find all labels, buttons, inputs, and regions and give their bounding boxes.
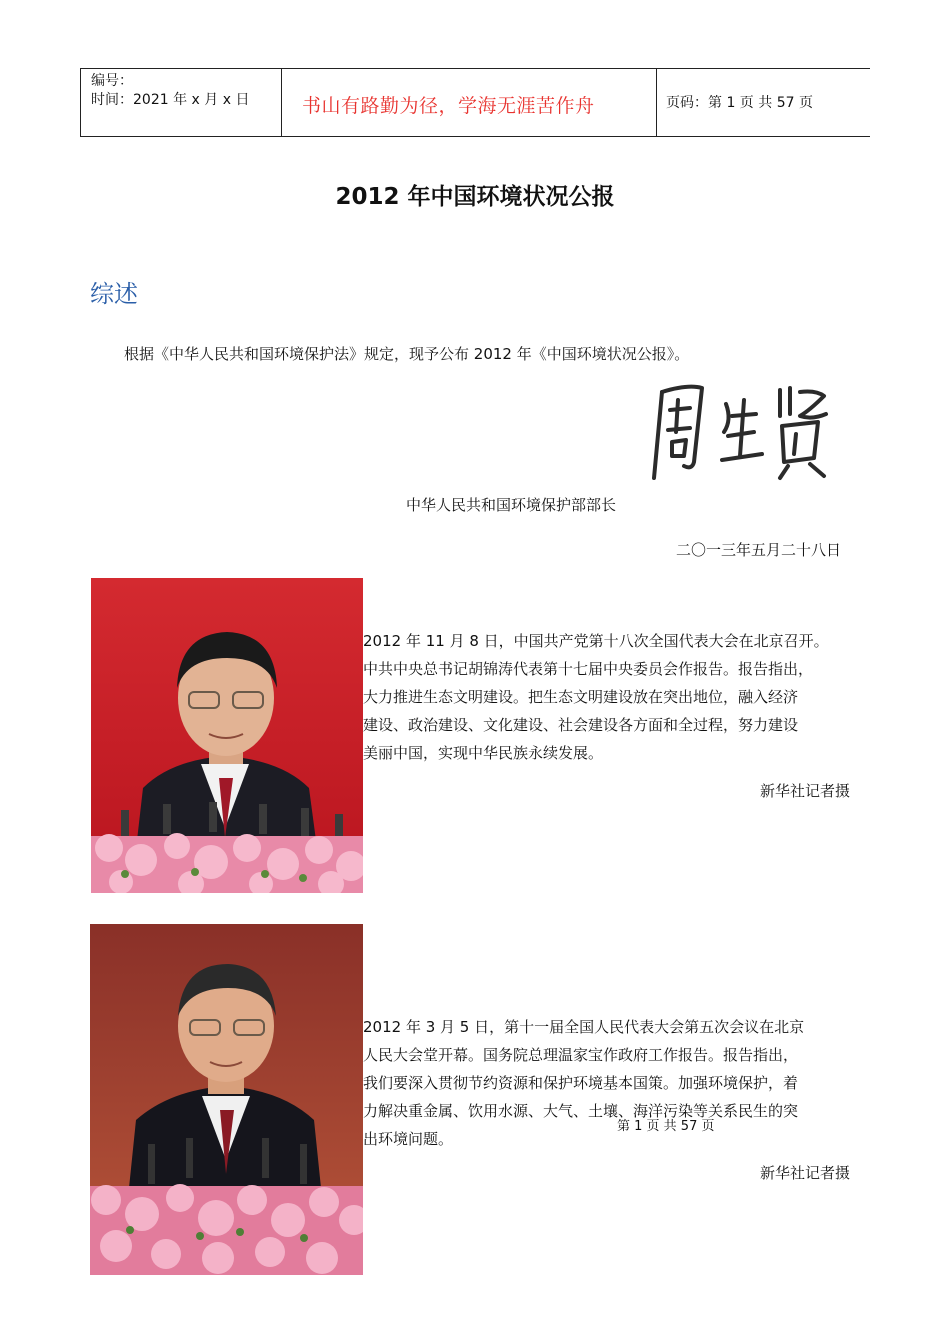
- photo1-caption-line: 中共中央总书记胡锦涛代表第十七届中央委员会作报告。报告指出，: [363, 660, 814, 678]
- photo-wen-jiabao-image: [90, 924, 363, 1275]
- photo1-caption-line: 大力推进生态文明建设。把生态文明建设放在突出地位，融入经济: [363, 688, 799, 706]
- photo1-credit: 新华社记者摄: [760, 782, 851, 800]
- intro-paragraph: 根据《中华人民共和国环境保护法》规定，现予公布 2012 年《中国环境状况公报》。: [124, 345, 690, 363]
- number-label: 编号：: [91, 73, 133, 89]
- photo-hu-jintao-image: [91, 578, 363, 893]
- page-number-label: 页码：第 1 页 共 57 页: [666, 95, 813, 111]
- header-page-cell: [656, 69, 870, 136]
- photo-wen-jiabao: [90, 924, 363, 1275]
- photo2-caption-line: 力解决重金属、饮用水源、大气、土壤、海洋污染等关系民生的突: [363, 1102, 799, 1120]
- motto-text: 书山有路勤为径，学海无涯苦作舟: [302, 95, 595, 117]
- photo1-caption-line: 2012 年 11 月 8 日，中国共产党第十八次全国代表大会在北京召开。: [363, 632, 829, 650]
- time-label: 时间：2021 年 x 月 x 日: [91, 92, 250, 108]
- header-meta-cell: [80, 69, 282, 136]
- document-date: 二〇一三年五月二十八日: [676, 541, 842, 559]
- photo2-caption-line: 出环境问题。: [363, 1130, 454, 1148]
- photo2-caption-line: 人民大会堂开幕。国务院总理温家宝作政府工作报告。报告指出，: [363, 1046, 799, 1064]
- photo2-credit: 新华社记者摄: [760, 1164, 851, 1182]
- photo2-caption-line: 2012 年 3 月 5 日，第十一届全国人民代表大会第五次会议在北京: [363, 1018, 805, 1036]
- header-table: [80, 68, 870, 137]
- document-title: 2012 年中国环境状况公报: [335, 184, 615, 210]
- photo1-caption-line: 建设、政治建设、文化建设、社会建设各方面和全过程，努力建设: [363, 716, 799, 734]
- section-heading: 综述: [90, 280, 138, 308]
- signature-image: [640, 370, 835, 485]
- photo2-caption: [363, 1013, 863, 1153]
- signer-title: 中华人民共和国环境保护部部长: [406, 496, 617, 514]
- photo-hu-jintao: [91, 578, 363, 893]
- photo2-caption-line: 我们要深入贯彻节约资源和保护环境基本国策。加强环境保护，着: [363, 1074, 799, 1092]
- photo1-caption-line: 美丽中国，实现中华民族永续发展。: [363, 744, 604, 762]
- photo1-caption: [363, 627, 863, 767]
- header-motto-cell: [281, 69, 657, 136]
- footer-page-number: 第 1 页 共 57 页: [617, 1119, 715, 1134]
